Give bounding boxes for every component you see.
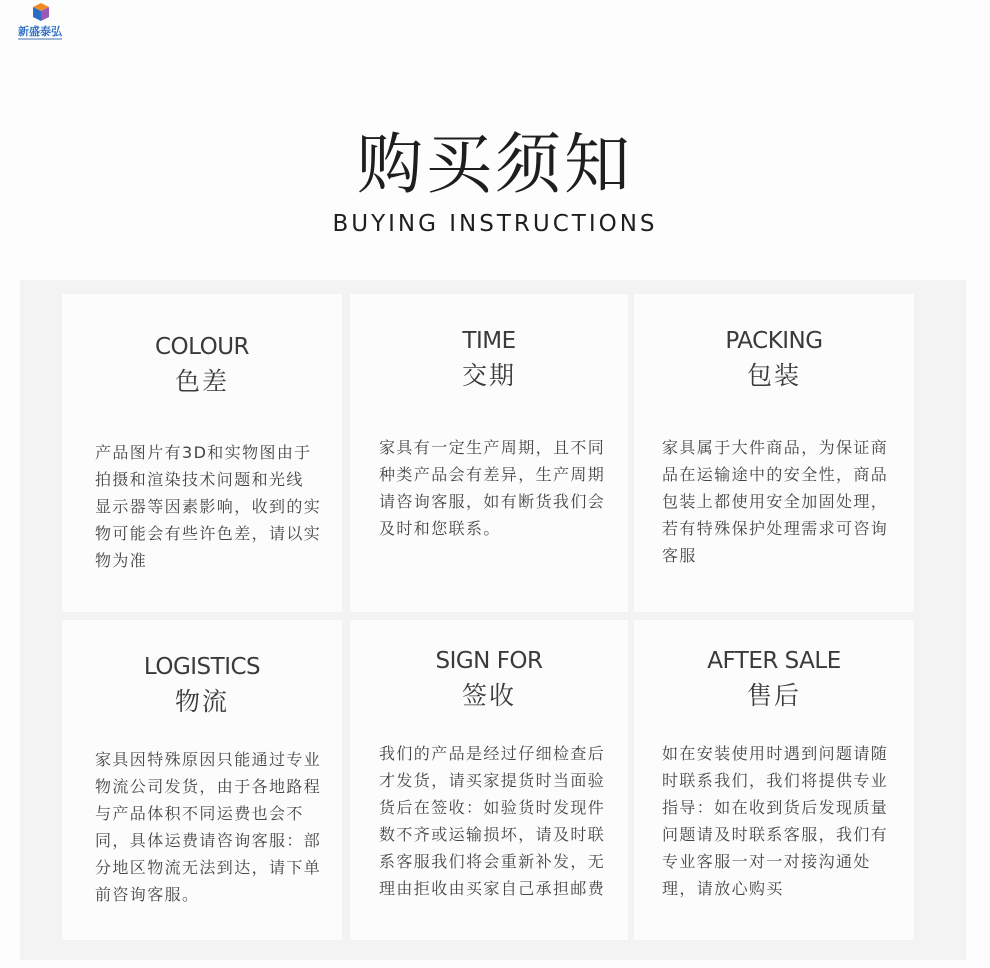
card-title-en: PACKING [725, 328, 823, 354]
logo-text: 新盛泰弘 [18, 25, 62, 38]
card-title-cn: 售后 [746, 681, 801, 710]
page-title: 购买须知 [357, 126, 633, 203]
card-colour [62, 294, 342, 612]
page-subtitle: BUYING INSTRUCTIONS [332, 211, 658, 237]
card-header [62, 650, 342, 720]
card-title-en: COLOUR [154, 334, 250, 360]
card-body: 家具有一定生产周期，且不同种类产品会有差异，生产周期请咨询客服，如有断货我们会及时和您联系。 [379, 438, 606, 538]
card-title-en: AFTER SALE [707, 648, 841, 674]
card-title-en: LOGISTICS [143, 654, 261, 680]
card-title-cn: 包装 [746, 361, 801, 390]
card-title-cn: 物流 [174, 687, 229, 716]
card-after-sale [634, 620, 914, 940]
card-time [350, 294, 628, 612]
brand-logo [12, 2, 72, 42]
page-heading [0, 125, 990, 239]
card-body: 家具属于大件商品，为保证商品在运输途中的安全性，商品包装上都使用安全加固处理，若有特殊保护处理需求可咨询客服 [662, 438, 889, 565]
card-packing [634, 294, 914, 612]
logo-underline [18, 38, 62, 40]
card-body: 家具因特殊原因只能通过专业物流公司发货，由于各地路程与产品体积不同运费也会不同，具体运费请咨询客服：部分地区物流无法到达，请下单前咨询客服。 [95, 750, 322, 904]
card-body: 产品图片有3D和实物图由于拍摄和渲染技术问题和光线 显示器等因素影响，收到的实物可能会有些许色差，请以实物为准 [95, 443, 322, 570]
card-title-cn: 色差 [174, 367, 229, 396]
card-sign-for [350, 620, 628, 940]
card-title-en: TIME [462, 328, 516, 354]
card-header [634, 324, 914, 394]
card-header [350, 324, 628, 394]
card-header [350, 644, 628, 714]
card-body: 我们的产品是经过仔细检查后才发货，请买家提货时当面验货后在签收：如验货时发现件数不齐或运输损坏，请及时联系客服我们将会重新补发，无理由拒收由买家自己承担邮费 [379, 744, 606, 898]
cube-logo-icon [31, 2, 51, 22]
card-body: 如在安装使用时遇到问题请随时联系我们，我们将提供专业指导：如在收到货后发现质量问题请及时联系客服，我们有专业客服一对一对接沟通处理，请放心购买 [662, 744, 889, 898]
card-title-cn: 交期 [461, 361, 516, 390]
card-header [634, 644, 914, 714]
card-title-en: SIGN FOR [435, 648, 543, 674]
card-header [62, 330, 342, 400]
instructions-panel [20, 280, 966, 960]
card-logistics [62, 620, 342, 940]
card-title-cn: 签收 [461, 681, 516, 710]
